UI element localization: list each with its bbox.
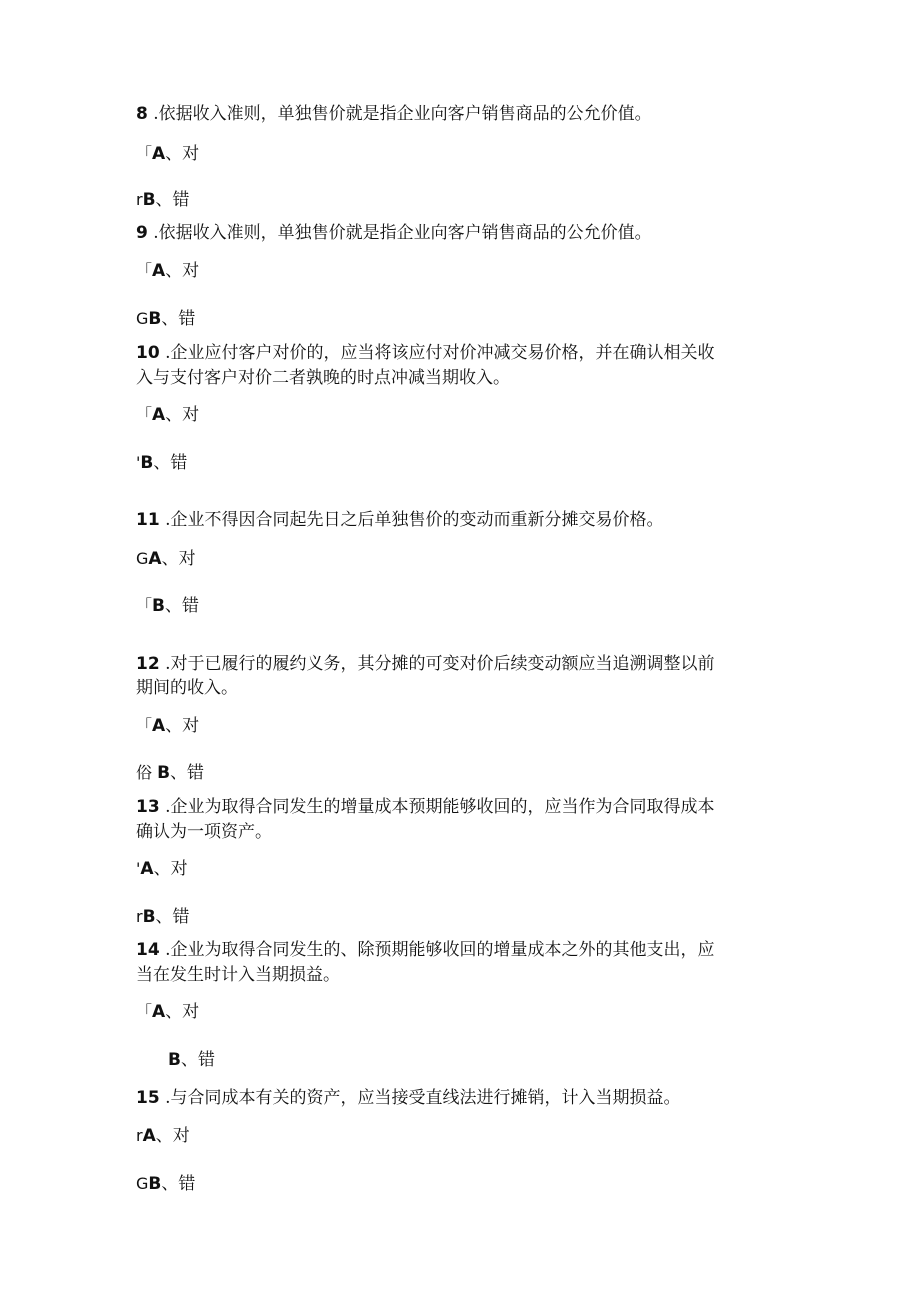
option-a[interactable] bbox=[136, 1124, 786, 1148]
option-b[interactable] bbox=[136, 594, 786, 618]
question-12 bbox=[136, 652, 786, 676]
option-letter: B bbox=[140, 453, 154, 473]
option-marker: G bbox=[136, 549, 149, 568]
option-marker: 俗 bbox=[136, 763, 158, 782]
question-text: .与合同成本有关的资产，应当接受直线法进行摊销，计入当期损益。 bbox=[165, 1088, 681, 1108]
option-letter: A bbox=[152, 716, 166, 736]
question-14-continued bbox=[136, 963, 786, 987]
question-text: .企业为取得合同发生的、除预期能够收回的增量成本之外的其他支出，应 bbox=[165, 940, 715, 960]
option-text: 、错 bbox=[155, 190, 190, 210]
option-text: 、错 bbox=[155, 907, 190, 927]
option-letter: B bbox=[157, 763, 171, 783]
option-letter: A bbox=[152, 261, 166, 281]
option-marker: 「 bbox=[136, 405, 153, 424]
option-marker: 「 bbox=[136, 144, 153, 163]
question-14 bbox=[136, 938, 786, 962]
option-a[interactable] bbox=[136, 142, 786, 166]
option-marker: 「 bbox=[136, 716, 153, 735]
question-text: .依据收入准则，单独售价就是指企业向客户销售商品的公允价值。 bbox=[153, 104, 652, 124]
question-number: 14 bbox=[136, 940, 160, 960]
question-text: .企业不得因合同起先日之后单独售价的变动而重新分摊交易价格。 bbox=[165, 510, 664, 530]
question-12-continued bbox=[136, 676, 786, 700]
option-b[interactable] bbox=[136, 188, 786, 212]
question-8 bbox=[136, 102, 786, 126]
question-15 bbox=[136, 1086, 786, 1110]
option-text: 、对 bbox=[165, 405, 200, 425]
option-letter: A bbox=[140, 859, 154, 879]
option-a[interactable] bbox=[136, 547, 786, 571]
question-text: 期间的收入。 bbox=[136, 678, 238, 698]
option-letter: B bbox=[148, 1174, 162, 1194]
option-text: 、对 bbox=[165, 716, 200, 736]
question-number: 13 bbox=[136, 797, 160, 817]
option-a[interactable] bbox=[136, 1000, 786, 1024]
option-marker: ' bbox=[136, 859, 141, 878]
question-text: .企业应付客户对价的，应当将该应付对价冲减交易价格，并在确认相关收 bbox=[165, 343, 715, 363]
option-letter: B bbox=[168, 1050, 181, 1070]
question-number: 8 bbox=[136, 104, 148, 124]
question-10 bbox=[136, 341, 786, 365]
option-b[interactable] bbox=[168, 1048, 818, 1072]
option-text: 、错 bbox=[161, 309, 196, 329]
question-text: .依据收入准则，单独售价就是指企业向客户销售商品的公允价值。 bbox=[153, 223, 652, 243]
question-text: 入与支付客户对价二者孰晚的时点冲减当期收入。 bbox=[136, 368, 510, 388]
option-text: 、错 bbox=[170, 763, 205, 783]
question-13-continued bbox=[136, 820, 786, 844]
option-marker: r bbox=[136, 907, 143, 926]
option-letter: A bbox=[152, 144, 166, 164]
question-13 bbox=[136, 795, 786, 819]
option-letter: B bbox=[152, 596, 165, 616]
option-text: 、错 bbox=[161, 1174, 196, 1194]
question-number: 11 bbox=[136, 510, 160, 530]
question-text: .企业为取得合同发生的增量成本预期能够收回的，应当作为合同取得成本 bbox=[165, 797, 715, 817]
option-a[interactable] bbox=[136, 259, 786, 283]
option-a[interactable] bbox=[136, 857, 786, 881]
option-text: 、对 bbox=[155, 1126, 190, 1146]
question-number: 12 bbox=[136, 654, 160, 674]
question-text: 当在发生时计入当期损益。 bbox=[136, 965, 340, 985]
option-letter: A bbox=[148, 549, 162, 569]
question-number: 10 bbox=[136, 343, 160, 363]
option-marker: G bbox=[136, 309, 149, 328]
option-text: 、错 bbox=[153, 453, 188, 473]
question-text: 确认为一项资产。 bbox=[136, 822, 272, 842]
option-text: 、错 bbox=[180, 1050, 215, 1070]
question-10-continued bbox=[136, 366, 786, 390]
question-11 bbox=[136, 508, 786, 532]
question-number: 15 bbox=[136, 1088, 160, 1108]
option-marker: G bbox=[136, 1174, 149, 1193]
option-letter: B bbox=[142, 190, 156, 210]
option-b[interactable] bbox=[136, 905, 786, 929]
option-text: 、对 bbox=[161, 549, 196, 569]
option-letter: B bbox=[148, 309, 162, 329]
option-a[interactable] bbox=[136, 714, 786, 738]
option-marker: r bbox=[136, 1126, 143, 1145]
option-text: 、对 bbox=[165, 1002, 200, 1022]
option-text: 、对 bbox=[165, 261, 200, 281]
option-marker: ' bbox=[136, 453, 141, 472]
option-marker: 「 bbox=[136, 261, 153, 280]
option-marker: 「 bbox=[136, 1002, 153, 1021]
question-number: 9 bbox=[136, 223, 148, 243]
option-b[interactable] bbox=[136, 307, 786, 331]
option-text: 、对 bbox=[165, 144, 200, 164]
option-b[interactable] bbox=[136, 1172, 786, 1196]
option-text: 、错 bbox=[164, 596, 199, 616]
option-letter: B bbox=[142, 907, 156, 927]
option-letter: A bbox=[152, 405, 166, 425]
option-b[interactable] bbox=[136, 451, 786, 475]
option-b[interactable] bbox=[136, 761, 786, 785]
option-marker: r bbox=[136, 190, 143, 209]
option-a[interactable] bbox=[136, 403, 786, 427]
option-marker: 「 bbox=[136, 596, 153, 615]
option-text: 、对 bbox=[153, 859, 188, 879]
question-text: .对于已履行的履约义务，其分摊的可变对价后续变动额应当追溯调整以前 bbox=[165, 654, 715, 674]
option-letter: A bbox=[152, 1002, 166, 1022]
question-9 bbox=[136, 221, 786, 245]
option-letter: A bbox=[142, 1126, 156, 1146]
